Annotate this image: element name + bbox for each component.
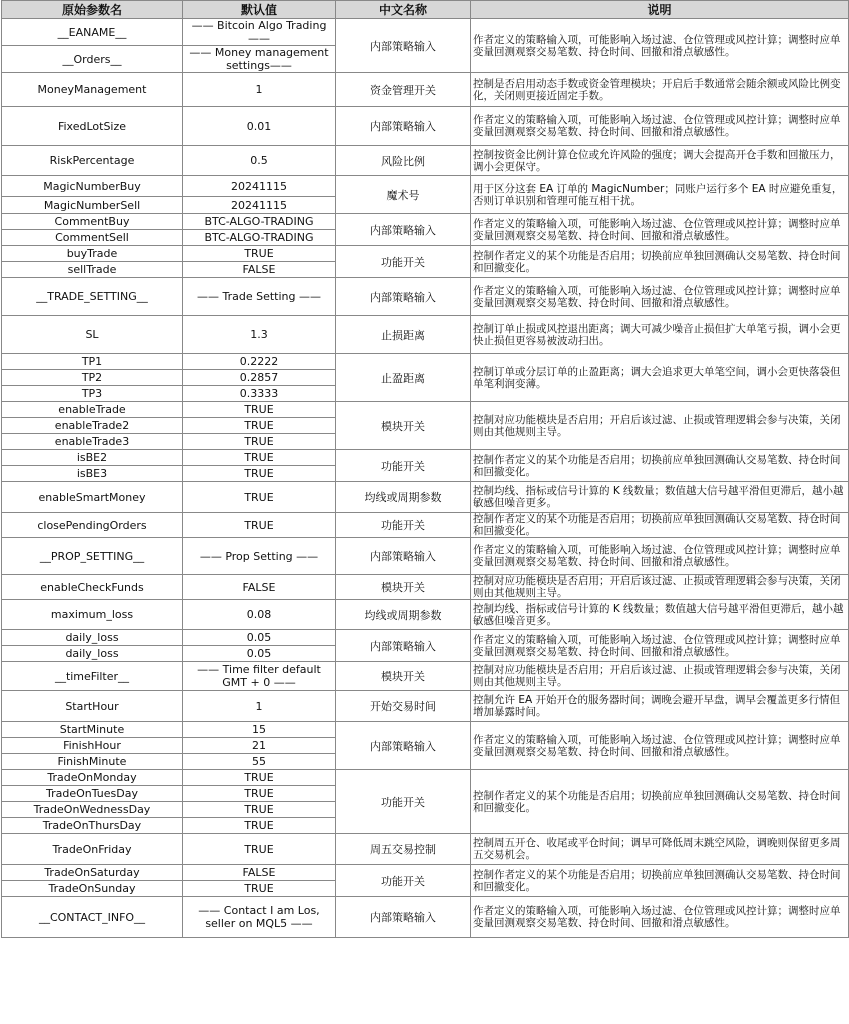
chinese-name-cell: 内部策略输入	[336, 278, 471, 316]
description-cell: 控制对应功能模块是否启用；开启后该过滤、止损或管理逻辑会参与决策，关闭则由其他规则主导。	[471, 575, 849, 600]
table-row	[2, 214, 849, 230]
param-name-cell: daily_loss	[2, 630, 183, 646]
description-cell: 控制对应功能模块是否启用；开启后该过滤、止损或管理逻辑会参与决策，关闭则由其他规则主导。	[471, 402, 849, 450]
default-value-cell: —— Prop Setting ——	[183, 538, 336, 575]
default-value-cell: FALSE	[183, 575, 336, 600]
table-row	[2, 176, 849, 197]
header-description: 说明	[471, 1, 849, 19]
chinese-name-cell: 内部策略输入	[336, 630, 471, 662]
table-row	[2, 897, 849, 938]
description-cell: 作者定义的策略输入项，可能影响入场过滤、仓位管理或风控计算；调整时应单变量回测观察交易笔数、持仓时间、回撤和滑点敏感性。	[471, 19, 849, 73]
chinese-name-cell: 风险比例	[336, 146, 471, 176]
param-name-cell: isBE3	[2, 466, 183, 482]
param-name-cell: __PROP_SETTING__	[2, 538, 183, 575]
default-value-cell: 0.2857	[183, 370, 336, 386]
param-name-cell: MagicNumberSell	[2, 197, 183, 214]
param-name-cell: FixedLotSize	[2, 107, 183, 146]
param-name-cell: sellTrade	[2, 262, 183, 278]
param-name-cell: FinishHour	[2, 738, 183, 754]
chinese-name-cell: 资金管理开关	[336, 73, 471, 107]
table-row	[2, 513, 849, 538]
table-row	[2, 402, 849, 418]
header-name: 原始参数名	[2, 1, 183, 19]
chinese-name-cell: 内部策略输入	[336, 19, 471, 73]
param-name-cell: TradeOnThursDay	[2, 818, 183, 834]
table-row	[2, 107, 849, 146]
description-cell: 控制按资金比例计算仓位或允许风险的强度；调大会提高开仓手数和回撤压力，调小会更保守。	[471, 146, 849, 176]
description-cell: 控制作者定义的某个功能是否启用；切换前应单独回测确认交易笔数、持仓时间和回撤变化。	[471, 865, 849, 897]
table-row	[2, 146, 849, 176]
default-value-cell: TRUE	[183, 881, 336, 897]
chinese-name-cell: 功能开关	[336, 770, 471, 834]
default-value-cell: TRUE	[183, 770, 336, 786]
default-value-cell: —— Money management settings——	[183, 46, 336, 73]
param-name-cell: CommentBuy	[2, 214, 183, 230]
default-value-cell: 0.2222	[183, 354, 336, 370]
param-name-cell: daily_loss	[2, 646, 183, 662]
default-value-cell: TRUE	[183, 802, 336, 818]
chinese-name-cell: 内部策略输入	[336, 722, 471, 770]
param-name-cell: TradeOnTuesDay	[2, 786, 183, 802]
table-row	[2, 482, 849, 513]
param-name-cell: SL	[2, 316, 183, 354]
parameter-table	[1, 0, 849, 938]
param-name-cell: isBE2	[2, 450, 183, 466]
table-row	[2, 600, 849, 630]
param-name-cell: enableTrade3	[2, 434, 183, 450]
default-value-cell: —— Trade Setting ——	[183, 278, 336, 316]
default-value-cell: TRUE	[183, 450, 336, 466]
default-value-cell: TRUE	[183, 434, 336, 450]
param-name-cell: __timeFilter__	[2, 662, 183, 691]
default-value-cell: TRUE	[183, 418, 336, 434]
param-name-cell: TP1	[2, 354, 183, 370]
param-name-cell: enableSmartMoney	[2, 482, 183, 513]
description-cell: 作者定义的策略输入项，可能影响入场过滤、仓位管理或风控计算；调整时应单变量回测观察交易笔数、持仓时间、回撤和滑点敏感性。	[471, 214, 849, 246]
table-body	[2, 19, 849, 938]
chinese-name-cell: 内部策略输入	[336, 107, 471, 146]
chinese-name-cell: 功能开关	[336, 513, 471, 538]
default-value-cell: TRUE	[183, 513, 336, 538]
default-value-cell: FALSE	[183, 262, 336, 278]
table-row	[2, 278, 849, 316]
default-value-cell: 0.05	[183, 646, 336, 662]
table-row	[2, 662, 849, 691]
default-value-cell: 15	[183, 722, 336, 738]
param-name-cell: TP2	[2, 370, 183, 386]
chinese-name-cell: 止盈距离	[336, 354, 471, 402]
param-name-cell: MoneyManagement	[2, 73, 183, 107]
default-value-cell: 0.05	[183, 630, 336, 646]
chinese-name-cell: 模块开关	[336, 575, 471, 600]
table-row	[2, 575, 849, 600]
default-value-cell: TRUE	[183, 402, 336, 418]
default-value-cell: BTC-ALGO-TRADING	[183, 230, 336, 246]
param-name-cell: __Orders__	[2, 46, 183, 73]
table-row	[2, 630, 849, 646]
default-value-cell: 1	[183, 691, 336, 722]
default-value-cell: TRUE	[183, 834, 336, 865]
chinese-name-cell: 功能开关	[336, 246, 471, 278]
param-name-cell: FinishMinute	[2, 754, 183, 770]
chinese-name-cell: 开始交易时间	[336, 691, 471, 722]
default-value-cell: —— Contact I am Los, seller on MQL5 ——	[183, 897, 336, 938]
table-row	[2, 450, 849, 466]
table-row	[2, 246, 849, 262]
param-name-cell: CommentSell	[2, 230, 183, 246]
description-cell: 作者定义的策略输入项，可能影响入场过滤、仓位管理或风控计算；调整时应单变量回测观察交易笔数、持仓时间、回撤和滑点敏感性。	[471, 897, 849, 938]
param-name-cell: enableCheckFunds	[2, 575, 183, 600]
default-value-cell: 0.08	[183, 600, 336, 630]
description-cell: 控制允许 EA 开始开仓的服务器时间；调晚会避开早盘，调早会覆盖更多行情但增加暴露时间。	[471, 691, 849, 722]
param-name-cell: RiskPercentage	[2, 146, 183, 176]
default-value-cell: 0.5	[183, 146, 336, 176]
description-cell: 控制是否启用动态手数或资金管理模块；开启后手数通常会随余额或风险比例变化，关闭则更接近固定手数。	[471, 73, 849, 107]
description-cell: 作者定义的策略输入项，可能影响入场过滤、仓位管理或风控计算；调整时应单变量回测观察交易笔数、持仓时间、回撤和滑点敏感性。	[471, 538, 849, 575]
table-row	[2, 538, 849, 575]
description-cell: 控制作者定义的某个功能是否启用；切换前应单独回测确认交易笔数、持仓时间和回撤变化。	[471, 450, 849, 482]
description-cell: 作者定义的策略输入项，可能影响入场过滤、仓位管理或风控计算；调整时应单变量回测观察交易笔数、持仓时间、回撤和滑点敏感性。	[471, 107, 849, 146]
param-name-cell: __TRADE_SETTING__	[2, 278, 183, 316]
chinese-name-cell: 模块开关	[336, 402, 471, 450]
default-value-cell: —— Time filter default GMT + 0 ——	[183, 662, 336, 691]
param-name-cell: closePendingOrders	[2, 513, 183, 538]
param-name-cell: TradeOnMonday	[2, 770, 183, 786]
param-name-cell: TradeOnSaturday	[2, 865, 183, 881]
default-value-cell: TRUE	[183, 466, 336, 482]
default-value-cell: TRUE	[183, 246, 336, 262]
header-row	[2, 1, 849, 19]
chinese-name-cell: 魔术号	[336, 176, 471, 214]
table-row	[2, 316, 849, 354]
default-value-cell: 55	[183, 754, 336, 770]
default-value-cell: FALSE	[183, 865, 336, 881]
table-row	[2, 722, 849, 738]
description-cell: 作者定义的策略输入项，可能影响入场过滤、仓位管理或风控计算；调整时应单变量回测观察交易笔数、持仓时间、回撤和滑点敏感性。	[471, 630, 849, 662]
table-row	[2, 354, 849, 370]
description-cell: 控制作者定义的某个功能是否启用；切换前应单独回测确认交易笔数、持仓时间和回撤变化。	[471, 246, 849, 278]
param-name-cell: __EANAME__	[2, 19, 183, 46]
default-value-cell: BTC-ALGO-TRADING	[183, 214, 336, 230]
default-value-cell: 0.01	[183, 107, 336, 146]
default-value-cell: 0.3333	[183, 386, 336, 402]
default-value-cell: 20241115	[183, 176, 336, 197]
default-value-cell: 1	[183, 73, 336, 107]
chinese-name-cell: 内部策略输入	[336, 897, 471, 938]
chinese-name-cell: 功能开关	[336, 865, 471, 897]
chinese-name-cell: 止损距离	[336, 316, 471, 354]
default-value-cell: 1.3	[183, 316, 336, 354]
description-cell: 控制作者定义的某个功能是否启用；切换前应单独回测确认交易笔数、持仓时间和回撤变化。	[471, 770, 849, 834]
default-value-cell: TRUE	[183, 482, 336, 513]
param-name-cell: buyTrade	[2, 246, 183, 262]
param-name-cell: StartMinute	[2, 722, 183, 738]
description-cell: 控制订单或分层订单的止盈距离；调大会追求更大单笔空间，调小会更快落袋但单笔利润变薄。	[471, 354, 849, 402]
default-value-cell: TRUE	[183, 786, 336, 802]
param-name-cell: TradeOnWednessDay	[2, 802, 183, 818]
description-cell: 控制均线、指标或信号计算的 K 线数量；数值越大信号越平滑但更滞后，越小越敏感但噪音更多。	[471, 482, 849, 513]
chinese-name-cell: 周五交易控制	[336, 834, 471, 865]
description-cell: 控制周五开仓、收尾或平仓时间；调早可降低周末跳空风险，调晚则保留更多周五交易机会。	[471, 834, 849, 865]
description-cell: 用于区分这套 EA 订单的 MagicNumber；同账户运行多个 EA 时应避免重复，否则订单识别和管理可能互相干扰。	[471, 176, 849, 214]
param-name-cell: enableTrade2	[2, 418, 183, 434]
default-value-cell: 20241115	[183, 197, 336, 214]
table-row	[2, 865, 849, 881]
table-row	[2, 834, 849, 865]
param-name-cell: StartHour	[2, 691, 183, 722]
param-name-cell: TradeOnSunday	[2, 881, 183, 897]
chinese-name-cell: 内部策略输入	[336, 538, 471, 575]
param-name-cell: TradeOnFriday	[2, 834, 183, 865]
description-cell: 控制均线、指标或信号计算的 K 线数量；数值越大信号越平滑但更滞后，越小越敏感但噪音更多。	[471, 600, 849, 630]
chinese-name-cell: 均线或周期参数	[336, 482, 471, 513]
param-name-cell: enableTrade	[2, 402, 183, 418]
chinese-name-cell: 内部策略输入	[336, 214, 471, 246]
chinese-name-cell: 均线或周期参数	[336, 600, 471, 630]
default-value-cell: —— Bitcoin Algo Trading ——	[183, 19, 336, 46]
header-default: 默认值	[183, 1, 336, 19]
header-chinese-name: 中文名称	[336, 1, 471, 19]
table-row	[2, 73, 849, 107]
default-value-cell: 21	[183, 738, 336, 754]
param-name-cell: TP3	[2, 386, 183, 402]
table-row	[2, 770, 849, 786]
table-row	[2, 19, 849, 46]
description-cell: 控制订单止损或风控退出距离；调大可减少噪音止损但扩大单笔亏损，调小会更快止损但更容易被波动扫出。	[471, 316, 849, 354]
description-cell: 作者定义的策略输入项，可能影响入场过滤、仓位管理或风控计算；调整时应单变量回测观察交易笔数、持仓时间、回撤和滑点敏感性。	[471, 722, 849, 770]
chinese-name-cell: 功能开关	[336, 450, 471, 482]
param-name-cell: __CONTACT_INFO__	[2, 897, 183, 938]
description-cell: 控制对应功能模块是否启用；开启后该过滤、止损或管理逻辑会参与决策，关闭则由其他规则主导。	[471, 662, 849, 691]
param-name-cell: maximum_loss	[2, 600, 183, 630]
chinese-name-cell: 模块开关	[336, 662, 471, 691]
table-row	[2, 691, 849, 722]
param-name-cell: MagicNumberBuy	[2, 176, 183, 197]
default-value-cell: TRUE	[183, 818, 336, 834]
description-cell: 控制作者定义的某个功能是否启用；切换前应单独回测确认交易笔数、持仓时间和回撤变化。	[471, 513, 849, 538]
description-cell: 作者定义的策略输入项，可能影响入场过滤、仓位管理或风控计算；调整时应单变量回测观察交易笔数、持仓时间、回撤和滑点敏感性。	[471, 278, 849, 316]
